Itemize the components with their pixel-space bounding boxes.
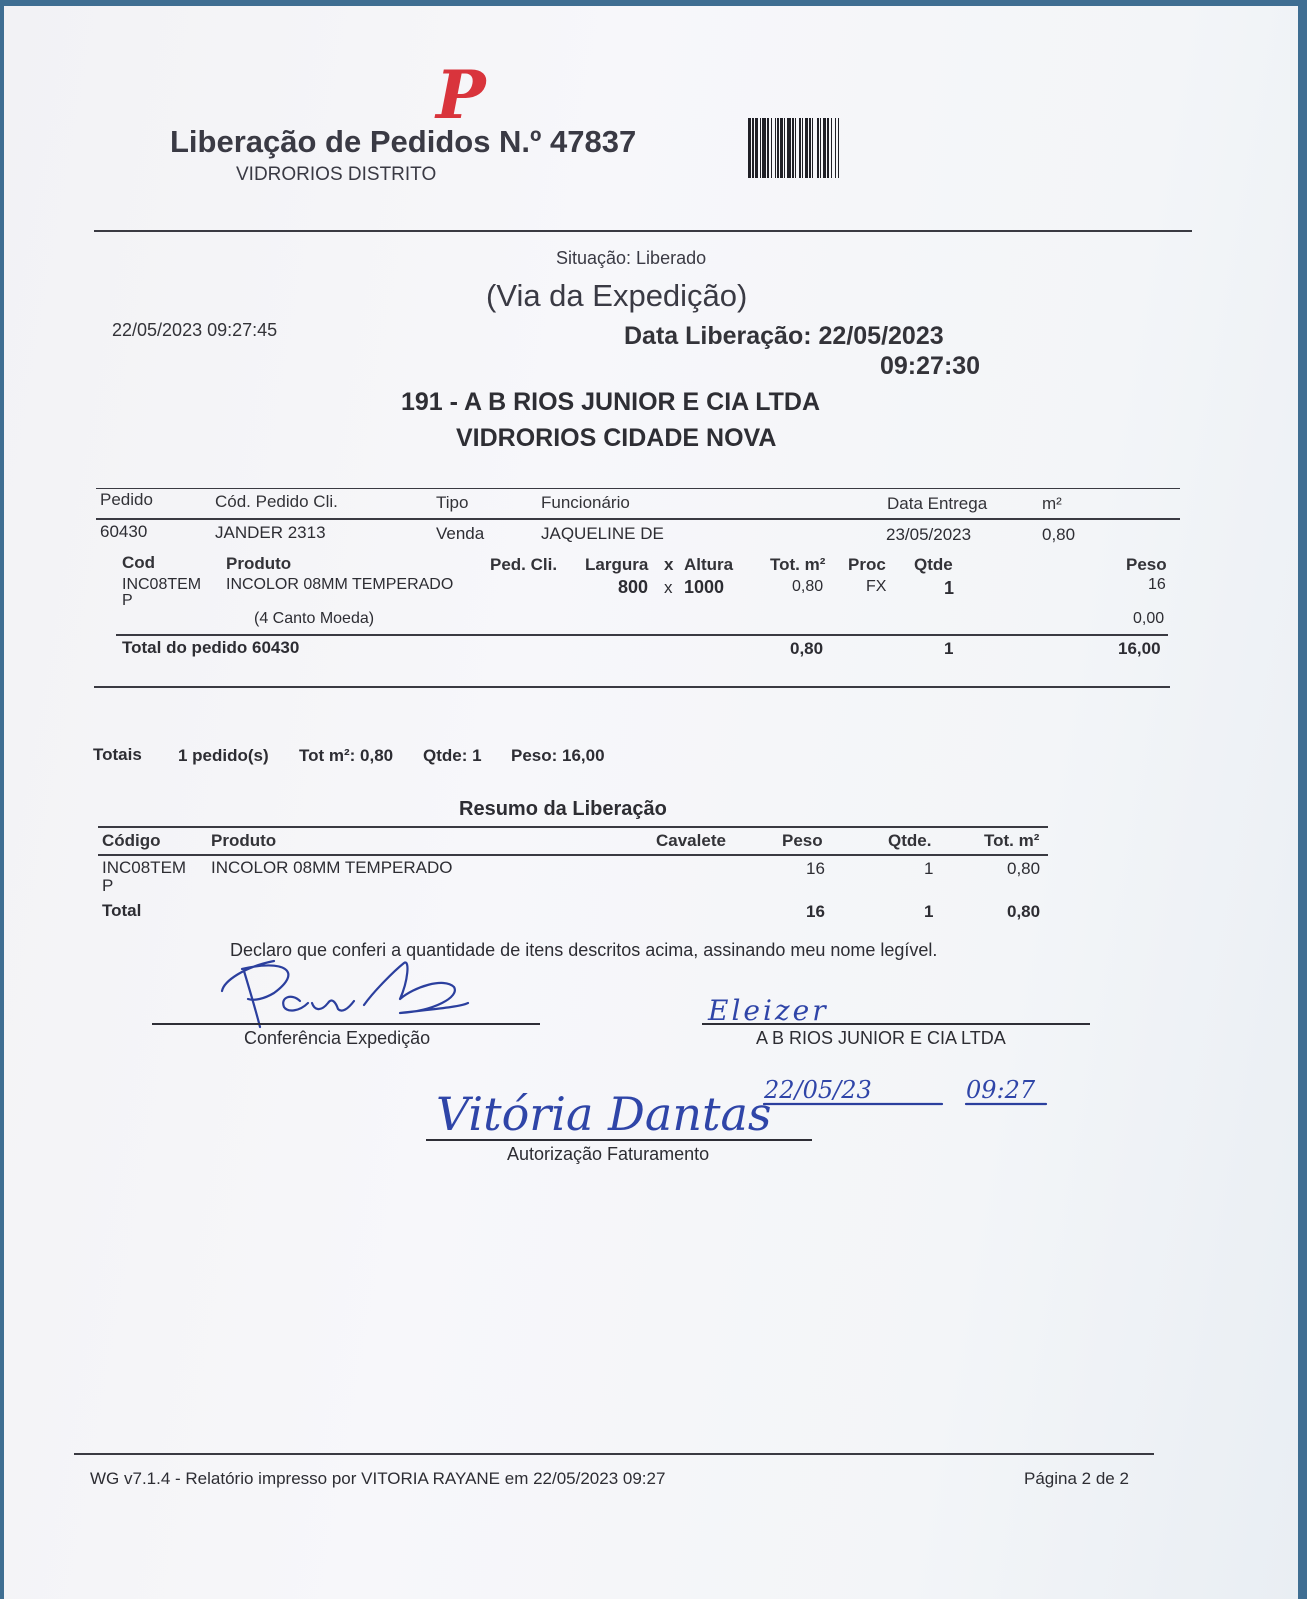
item-produto: INCOLOR 08MM TEMPERADO [226,576,454,593]
summary-qtde: 1 [924,859,934,878]
barcode [746,118,946,180]
release-date: Data Liberação: 22/05/2023 [624,322,944,350]
item-col-peso: Peso [1126,555,1167,574]
summary-total-peso: 16 [806,902,825,921]
col-data-entrega: Data Entrega [887,494,988,513]
item-x: x [664,578,673,597]
item-col-ped-cli: Ped. Cli. [490,555,558,574]
summary-produto: INCOLOR 08MM TEMPERADO [211,858,453,877]
printed-timestamp: 22/05/2023 09:27:45 [112,320,278,340]
item-note-peso: 0,00 [1133,610,1165,627]
order-total-rule [116,634,1168,636]
item-proc: FX [866,578,887,595]
footer-page: Página 2 de 2 [1024,1469,1129,1488]
item-largura: 800 [618,577,649,597]
handwritten-time: 09:27 [966,1076,1036,1104]
order-tipo: Venda [436,524,485,543]
item-note: (4 Canto Moeda) [254,610,375,627]
order-funcionario: JAQUELINE DE [541,524,664,543]
item-col-largura: Largura [585,555,649,574]
order-header-rule [96,518,1180,520]
item-col-qtde: Qtde [914,555,953,574]
item-col-cod: Cod [122,553,156,572]
col-m2: m² [1042,494,1062,513]
order-total-qtde: 1 [944,639,954,658]
item-col-produto: Produto [226,554,292,573]
client-signature-label: A B RIOS JUNIOR E CIA LTDA [756,1028,1006,1048]
totals-peso: Peso: 16,00 [511,746,605,765]
autorizacao-signature-line [426,1139,812,1141]
item-cod-line1: INC08TEM [122,576,202,593]
item-tot-m2: 0,80 [792,578,824,595]
totals-m2: Tot m²: 0,80 [299,746,394,765]
handwritten-mark: P [436,56,486,134]
order-data-entrega: 23/05/2023 [886,525,972,544]
summary-col-peso: Peso [782,831,823,850]
summary-codigo-line1: INC08TEM [102,858,187,877]
item-altura: 1000 [684,577,725,597]
item-col-proc: Proc [848,555,886,574]
totals-pedidos: 1 pedido(s) [178,746,269,765]
handwritten-date: 22/05/23 [764,1076,872,1104]
item-peso: 16 [1148,576,1166,593]
status-text: Situação: Liberado [556,248,707,268]
autorizacao-signature [428,1066,808,1142]
autorizacao-signature-text: Vitória Dantas [436,1087,772,1141]
conferencia-signature-line [152,1023,540,1025]
summary-col-cavalete: Cavalete [656,831,726,850]
summary-tot-m2: 0,80 [1007,859,1041,878]
summary-codigo-line2: P [102,876,114,895]
conferencia-label: Conferência Expedição [244,1028,431,1048]
item-qtde: 1 [944,578,955,598]
summary-peso: 16 [806,859,825,878]
conferencia-signature [204,951,494,1031]
order-pedido: 60430 [100,522,148,541]
footer-report: WG v7.1.4 - Relatório impresso por VITORIA RAYANE em 22/05/2023 09:27 [90,1469,666,1488]
item-cod-line2: P [122,592,133,609]
item-col-altura: Altura [684,555,734,574]
col-pedido: Pedido [100,490,153,509]
client-name: 191 - A B RIOS JUNIOR E CIA LTDA [401,388,821,416]
summary-total-label: Total [102,901,142,920]
client-signature-line [702,1023,1090,1025]
document-title: Liberação de Pedidos N.º 47837 [170,124,637,159]
order-m2: 0,80 [1042,525,1076,544]
col-funcionario: Funcionário [541,493,630,512]
order-cod-pedido: JANDER 2313 [215,523,326,542]
order-total-peso: 16,00 [1118,639,1161,658]
header-divider [94,230,1192,232]
client-store: VIDRORIOS CIDADE NOVA [456,424,777,452]
declaration-text: Declaro que conferi a quantidade de itens descritos acima, assinando meu nome legível. [230,940,938,960]
summary-total-qtde: 1 [924,902,934,921]
summary-col-produto: Produto [211,831,277,850]
order-total-label: Total do pedido 60430 [122,638,300,657]
summary-title: Resumo da Liberação [459,798,667,820]
summary-total-m2: 0,80 [1007,902,1041,921]
order-section-bottom-rule [94,686,1170,688]
col-tipo: Tipo [436,493,469,512]
totals-qtde: Qtde: 1 [423,746,482,765]
client-signature-text: Eleizer [708,994,829,1027]
footer-rule [74,1453,1154,1455]
summary-col-qtde: Qtde. [888,831,932,850]
order-table-top-rule [96,488,1180,489]
release-time: 09:27:30 [880,352,981,380]
company-name: VIDRORIOS DISTRITO [236,164,437,185]
summary-top-rule [98,826,1048,828]
document-page [4,6,1298,1599]
summary-col-codigo: Código [102,831,161,850]
autorizacao-label: Autorização Faturamento [507,1144,710,1164]
totals-label: Totais [93,745,142,764]
item-col-x: x [664,555,674,574]
order-total-m2: 0,80 [790,639,824,658]
summary-header-rule [98,854,1048,856]
via-label: (Via da Expedição) [486,278,748,313]
summary-col-tot-m2: Tot. m² [984,831,1040,850]
item-col-tot-m2: Tot. m² [770,555,826,574]
col-cod-pedido: Cód. Pedido Cli. [215,492,338,511]
